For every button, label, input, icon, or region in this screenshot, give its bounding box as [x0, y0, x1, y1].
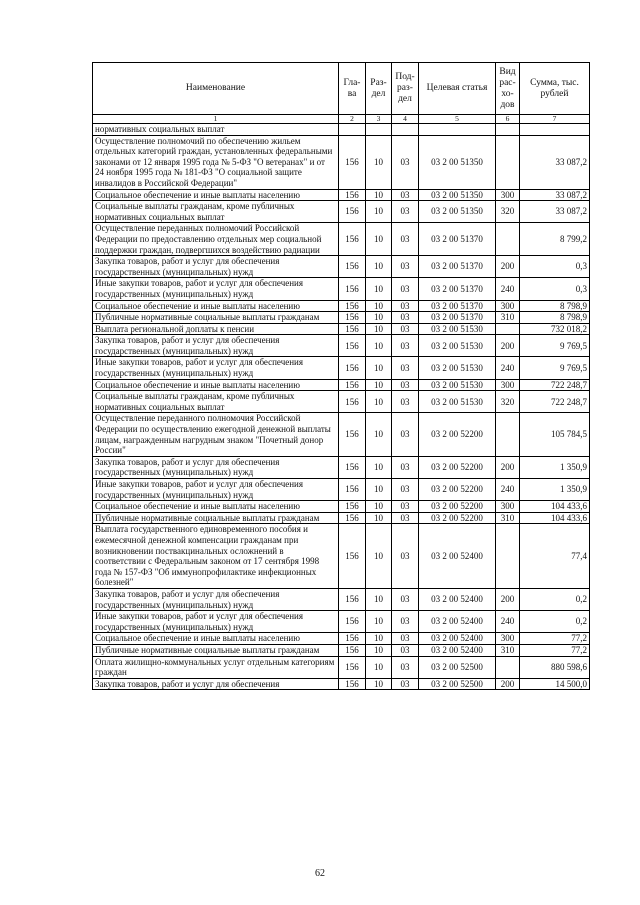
cell-name: Публичные нормативные социальные выплаты гражданам: [93, 512, 339, 524]
column-number: 1: [93, 115, 339, 124]
cell-section: 10: [366, 656, 392, 678]
column-number: 4: [392, 115, 419, 124]
cell-section: 10: [366, 223, 392, 256]
cell-target: 03 2 00 51370: [419, 300, 496, 312]
cell-chapter: 156: [339, 189, 366, 201]
cell-name: Социальное обеспечение и иные выплаты населению: [93, 189, 339, 201]
cell-section: 10: [366, 379, 392, 391]
cell-type: 300: [496, 379, 520, 391]
cell-section: 10: [366, 312, 392, 324]
cell-subsection: 03: [392, 512, 419, 524]
cell-chapter: 156: [339, 413, 366, 456]
cell-name: Социальные выплаты гражданам, кроме публичных нормативных социальных выплат: [93, 391, 339, 413]
cell-sum: 8 799,2: [520, 223, 590, 256]
cell-type: [496, 223, 520, 256]
cell-chapter: 156: [339, 379, 366, 391]
cell-name: Социальное обеспечение и иные выплаты населению: [93, 379, 339, 391]
table-row: [93, 644, 590, 656]
cell-subsection: 03: [392, 201, 419, 223]
cell-target: 03 2 00 51530: [419, 323, 496, 335]
header-type: Вид рас- хо- дов: [496, 63, 520, 115]
cell-type: 300: [496, 501, 520, 513]
cell-subsection: 03: [392, 223, 419, 256]
cell-target: 03 2 00 52400: [419, 588, 496, 610]
cell-name: Публичные нормативные социальные выплаты гражданам: [93, 312, 339, 324]
cell-name: Осуществление полномочий по обеспечению жильем отдельных категорий граждан, установленных федеральными законами от 12 января 1995 года № 5-ФЗ "О ветеранах" и от 24 ноября 1995 года № 181-ФЗ "О социальной защите инвалидов в Российской Федерации": [93, 135, 339, 189]
table-row: [93, 524, 590, 589]
cell-sum: 33 087,2: [520, 189, 590, 201]
table-row: [93, 413, 590, 456]
cell-target: [419, 124, 496, 136]
cell-chapter: 156: [339, 323, 366, 335]
page-number: 62: [315, 868, 325, 879]
cell-target: 03 2 00 51530: [419, 391, 496, 413]
cell-chapter: 156: [339, 633, 366, 645]
cell-section: 10: [366, 391, 392, 413]
cell-name: Социальное обеспечение и иные выплаты населению: [93, 633, 339, 645]
cell-chapter: 156: [339, 335, 366, 357]
cell-target: 03 2 00 51350: [419, 201, 496, 223]
cell-sum: 0,3: [520, 256, 590, 278]
cell-chapter: [339, 124, 366, 136]
cell-name: Закупка товаров, работ и услуг для обеспечения государственных (муниципальных) нужд: [93, 335, 339, 357]
cell-sum: 104 433,6: [520, 501, 590, 513]
column-number: 5: [419, 115, 496, 124]
cell-name: Оплата жилищно-коммунальных услуг отдельным категориям граждан: [93, 656, 339, 678]
cell-target: 03 2 00 51370: [419, 278, 496, 300]
cell-subsection: 03: [392, 588, 419, 610]
cell-section: 10: [366, 479, 392, 501]
header-sum: Сумма, тыс. рублей: [520, 63, 590, 115]
cell-chapter: 156: [339, 501, 366, 513]
table-row: [93, 611, 590, 633]
table-row: [93, 456, 590, 478]
header-name: Наименование: [93, 63, 339, 115]
cell-sum: 722 248,7: [520, 391, 590, 413]
cell-subsection: 03: [392, 300, 419, 312]
cell-section: 10: [366, 633, 392, 645]
cell-chapter: 156: [339, 391, 366, 413]
cell-chapter: 156: [339, 312, 366, 324]
cell-subsection: 03: [392, 456, 419, 478]
column-number: 7: [520, 115, 590, 124]
table-row: [93, 479, 590, 501]
cell-name: Иные закупки товаров, работ и услуг для обеспечения государственных (муниципальных) нужд: [93, 278, 339, 300]
cell-target: 03 2 00 52200: [419, 413, 496, 456]
cell-target: 03 2 00 52400: [419, 611, 496, 633]
cell-type: 240: [496, 479, 520, 501]
cell-name: Выплата государственного единовременного пособия и ежемесячной денежной компенсации гражданам при возникновении поствакцинальных осложнений в соответствии с Федеральным законом от 17 сентября 1998 года № 157-ФЗ "Об иммунопрофилактике инфекционных болезней": [93, 524, 339, 589]
column-number-row: [93, 115, 590, 124]
cell-target: 03 2 00 51530: [419, 379, 496, 391]
table-row: [93, 357, 590, 379]
budget-table: [92, 62, 590, 690]
cell-type: 200: [496, 678, 520, 690]
cell-sum: 880 598,6: [520, 656, 590, 678]
cell-subsection: 03: [392, 656, 419, 678]
cell-subsection: 03: [392, 312, 419, 324]
cell-section: 10: [366, 357, 392, 379]
cell-type: [496, 524, 520, 589]
cell-target: 03 2 00 52500: [419, 678, 496, 690]
cell-type: 200: [496, 456, 520, 478]
table-row: [93, 124, 590, 136]
cell-name: Осуществление переданного полномочия Российской Федерации по осуществлению ежегодной денежной выплаты лицам, награжденным нагрудным знаком "Почетный донор России": [93, 413, 339, 456]
table-row: [93, 300, 590, 312]
cell-sum: 104 433,6: [520, 512, 590, 524]
cell-section: 10: [366, 588, 392, 610]
cell-subsection: 03: [392, 678, 419, 690]
table-row: [93, 588, 590, 610]
cell-sum: 77,2: [520, 644, 590, 656]
cell-subsection: 03: [392, 644, 419, 656]
cell-subsection: 03: [392, 357, 419, 379]
cell-section: 10: [366, 335, 392, 357]
cell-name: Иные закупки товаров, работ и услуг для обеспечения государственных (муниципальных) нужд: [93, 611, 339, 633]
cell-type: 310: [496, 644, 520, 656]
cell-sum: 0,2: [520, 611, 590, 633]
cell-sum: 77,4: [520, 524, 590, 589]
cell-chapter: 156: [339, 644, 366, 656]
cell-name: Закупка товаров, работ и услуг для обеспечения: [93, 678, 339, 690]
table-row: [93, 223, 590, 256]
table-row: [93, 189, 590, 201]
cell-name: Публичные нормативные социальные выплаты гражданам: [93, 644, 339, 656]
cell-sum: 105 784,5: [520, 413, 590, 456]
cell-chapter: 156: [339, 201, 366, 223]
cell-subsection: [392, 124, 419, 136]
cell-target: 03 2 00 52200: [419, 456, 496, 478]
cell-name: Закупка товаров, работ и услуг для обеспечения государственных (муниципальных) нужд: [93, 456, 339, 478]
cell-subsection: 03: [392, 189, 419, 201]
table-body: [93, 124, 590, 690]
cell-type: [496, 656, 520, 678]
cell-target: 03 2 00 52200: [419, 501, 496, 513]
cell-section: 10: [366, 524, 392, 589]
cell-chapter: 156: [339, 223, 366, 256]
cell-chapter: 156: [339, 588, 366, 610]
cell-target: 03 2 00 51370: [419, 256, 496, 278]
cell-subsection: 03: [392, 335, 419, 357]
cell-target: 03 2 00 51370: [419, 312, 496, 324]
table-row: [93, 379, 590, 391]
cell-section: 10: [366, 644, 392, 656]
column-number: 6: [496, 115, 520, 124]
cell-section: 10: [366, 512, 392, 524]
table-row: [93, 678, 590, 690]
cell-name: Закупка товаров, работ и услуг для обеспечения государственных (муниципальных) нужд: [93, 256, 339, 278]
cell-target: 03 2 00 52400: [419, 644, 496, 656]
cell-section: 10: [366, 413, 392, 456]
cell-sum: 8 798,9: [520, 312, 590, 324]
cell-chapter: 156: [339, 524, 366, 589]
cell-type: [496, 413, 520, 456]
cell-name: Иные закупки товаров, работ и услуг для обеспечения государственных (муниципальных) нужд: [93, 357, 339, 379]
cell-type: 310: [496, 512, 520, 524]
cell-section: 10: [366, 501, 392, 513]
cell-target: 03 2 00 51530: [419, 357, 496, 379]
cell-subsection: 03: [392, 323, 419, 335]
cell-type: 320: [496, 201, 520, 223]
cell-type: 240: [496, 278, 520, 300]
table-row: [93, 633, 590, 645]
header-target: Целевая статья: [419, 63, 496, 115]
cell-sum: 33 087,2: [520, 135, 590, 189]
cell-type: [496, 323, 520, 335]
cell-chapter: 156: [339, 512, 366, 524]
cell-section: 10: [366, 201, 392, 223]
cell-section: 10: [366, 300, 392, 312]
cell-target: 03 2 00 51370: [419, 223, 496, 256]
table-row: [93, 278, 590, 300]
cell-type: 300: [496, 633, 520, 645]
cell-subsection: 03: [392, 501, 419, 513]
cell-type: [496, 135, 520, 189]
cell-type: 200: [496, 588, 520, 610]
cell-sum: 1 350,9: [520, 479, 590, 501]
cell-sum: 33 087,2: [520, 201, 590, 223]
cell-type: 320: [496, 391, 520, 413]
table-row: [93, 335, 590, 357]
cell-sum: 14 500,0: [520, 678, 590, 690]
table-row: [93, 391, 590, 413]
cell-sum: 77,2: [520, 633, 590, 645]
cell-subsection: 03: [392, 135, 419, 189]
cell-target: 03 2 00 52400: [419, 633, 496, 645]
table-row: [93, 135, 590, 189]
cell-name: Выплата региональной доплаты к пенсии: [93, 323, 339, 335]
cell-name: Иные закупки товаров, работ и услуг для обеспечения государственных (муниципальных) нужд: [93, 479, 339, 501]
column-number: 3: [366, 115, 392, 124]
cell-name: Социальное обеспечение и иные выплаты населению: [93, 501, 339, 513]
cell-name: Закупка товаров, работ и услуг для обеспечения государственных (муниципальных) нужд: [93, 588, 339, 610]
header-chapter: Гла- ва: [339, 63, 366, 115]
cell-target: 03 2 00 52200: [419, 479, 496, 501]
cell-chapter: 156: [339, 611, 366, 633]
cell-section: 10: [366, 256, 392, 278]
cell-subsection: 03: [392, 278, 419, 300]
cell-sum: [520, 124, 590, 136]
cell-section: 10: [366, 323, 392, 335]
cell-chapter: 156: [339, 656, 366, 678]
budget-table-page: [92, 62, 589, 690]
cell-chapter: 156: [339, 456, 366, 478]
table-row: [93, 323, 590, 335]
cell-chapter: 156: [339, 300, 366, 312]
cell-target: 03 2 00 52500: [419, 656, 496, 678]
cell-subsection: 03: [392, 413, 419, 456]
cell-chapter: 156: [339, 256, 366, 278]
cell-section: 10: [366, 135, 392, 189]
header-section: Раз- дел: [366, 63, 392, 115]
table-row: [93, 256, 590, 278]
cell-subsection: 03: [392, 524, 419, 589]
cell-section: 10: [366, 678, 392, 690]
cell-type: 310: [496, 312, 520, 324]
cell-chapter: 156: [339, 678, 366, 690]
cell-section: [366, 124, 392, 136]
cell-subsection: 03: [392, 391, 419, 413]
cell-type: 300: [496, 300, 520, 312]
table-row: [93, 512, 590, 524]
cell-sum: 0,3: [520, 278, 590, 300]
cell-target: 03 2 00 51350: [419, 189, 496, 201]
cell-type: 200: [496, 256, 520, 278]
cell-subsection: 03: [392, 611, 419, 633]
cell-target: 03 2 00 52200: [419, 512, 496, 524]
cell-chapter: 156: [339, 357, 366, 379]
cell-subsection: 03: [392, 633, 419, 645]
cell-chapter: 156: [339, 135, 366, 189]
cell-name: Осуществление переданных полномочий Российской Федерации по предоставлению отдельных мер социальной поддержки граждан, подвергшихся воздействию радиации: [93, 223, 339, 256]
cell-name: нормативных социальных выплат: [93, 124, 339, 136]
cell-sum: 722 248,7: [520, 379, 590, 391]
cell-sum: 0,2: [520, 588, 590, 610]
cell-target: 03 2 00 51530: [419, 335, 496, 357]
cell-section: 10: [366, 278, 392, 300]
table-row: [93, 201, 590, 223]
cell-target: 03 2 00 52400: [419, 524, 496, 589]
cell-sum: 9 769,5: [520, 357, 590, 379]
cell-section: 10: [366, 189, 392, 201]
cell-sum: 732 018,2: [520, 323, 590, 335]
table-row: [93, 501, 590, 513]
cell-chapter: 156: [339, 479, 366, 501]
cell-type: 200: [496, 335, 520, 357]
column-number: 2: [339, 115, 366, 124]
cell-type: [496, 124, 520, 136]
cell-subsection: 03: [392, 479, 419, 501]
cell-type: 240: [496, 611, 520, 633]
cell-type: 300: [496, 189, 520, 201]
cell-sum: 9 769,5: [520, 335, 590, 357]
cell-sum: 8 798,9: [520, 300, 590, 312]
cell-target: 03 2 00 51350: [419, 135, 496, 189]
table-row: [93, 656, 590, 678]
cell-subsection: 03: [392, 256, 419, 278]
table-row: [93, 312, 590, 324]
cell-sum: 1 350,9: [520, 456, 590, 478]
cell-section: 10: [366, 456, 392, 478]
header-row: [93, 63, 590, 115]
cell-name: Социальные выплаты гражданам, кроме публичных нормативных социальных выплат: [93, 201, 339, 223]
header-subsection: Под- раз- дел: [392, 63, 419, 115]
cell-name: Социальное обеспечение и иные выплаты населению: [93, 300, 339, 312]
cell-chapter: 156: [339, 278, 366, 300]
cell-type: 240: [496, 357, 520, 379]
cell-section: 10: [366, 611, 392, 633]
cell-subsection: 03: [392, 379, 419, 391]
